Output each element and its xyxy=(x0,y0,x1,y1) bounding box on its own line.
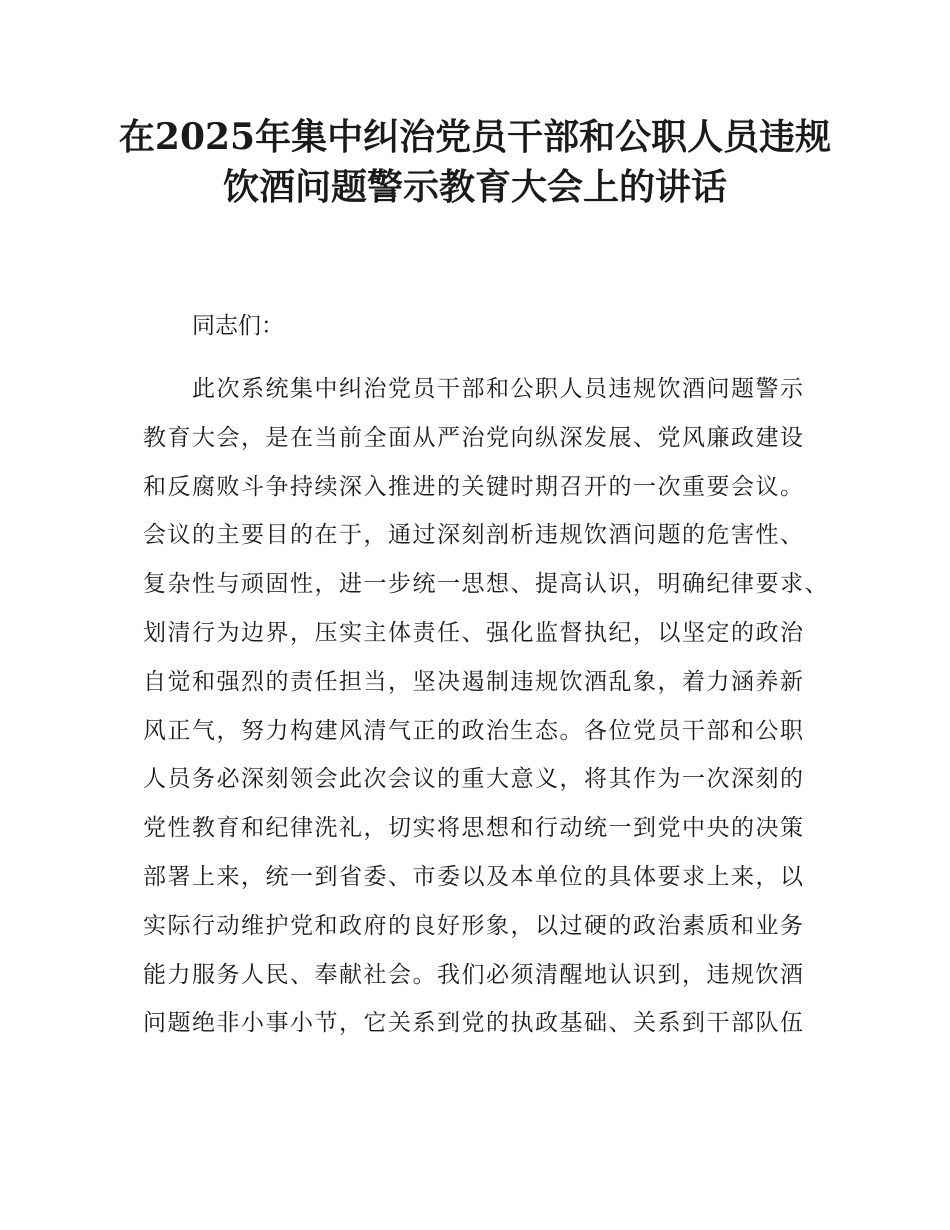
paragraph-line: 能力服务人民、奉献社会。我们必须清醒地认识到，违规饮酒 xyxy=(143,961,805,988)
paragraph-line: 复杂性与顽固性，进一步统一思想、提高认识，明确纪律要求、 xyxy=(143,571,829,598)
paragraph-line: 党性教育和纪律洗礼，切实将思想和行动统一到党中央的决策 xyxy=(143,815,805,842)
paragraph-line: 教育大会，是在当前全面从严治党向纵深发展、党风廉政建设 xyxy=(143,424,805,451)
body-paragraph xyxy=(143,371,843,1054)
title-line-1: 在2025年集中纠治党员干部和公职人员违规 xyxy=(118,116,832,158)
paragraph-line: 风正气，努力构建风清气正的政治生态。各位党员干部和公职 xyxy=(143,717,805,744)
paragraph-line: 问题绝非小事小节，它关系到党的执政基础、关系到干部队伍 xyxy=(143,1010,805,1037)
salutation: 同志们： xyxy=(192,313,284,339)
paragraph-line: 人员务必深刻领会此次会议的重大意义，将其作为一次深刻的 xyxy=(143,766,805,793)
paragraph-line: 划清行为边界，压实主体责任、强化监督执纪，以坚定的政治 xyxy=(143,619,805,646)
paragraph-line: 实际行动维护党和政府的良好形象，以过硬的政治素质和业务 xyxy=(143,912,805,939)
document-title xyxy=(60,112,890,212)
paragraph-line: 部署上来，统一到省委、市委以及本单位的具体要求上来，以 xyxy=(143,863,805,890)
title-line-2: 饮酒问题警示教育大会上的讲话 xyxy=(222,166,727,208)
paragraph-line: 会议的主要目的在于，通过深刻剖析违规饮酒问题的危害性、 xyxy=(143,522,805,549)
paragraph-line: 自觉和强烈的责任担当，坚决遏制违规饮酒乱象，着力涵养新 xyxy=(143,668,805,695)
paragraph-line: 和反腐败斗争持续深入推进的关键时期召开的一次重要会议。 xyxy=(143,473,805,500)
paragraph-line: 此次系统集中纠治党员干部和公职人员违规饮酒问题警示 xyxy=(192,376,805,402)
